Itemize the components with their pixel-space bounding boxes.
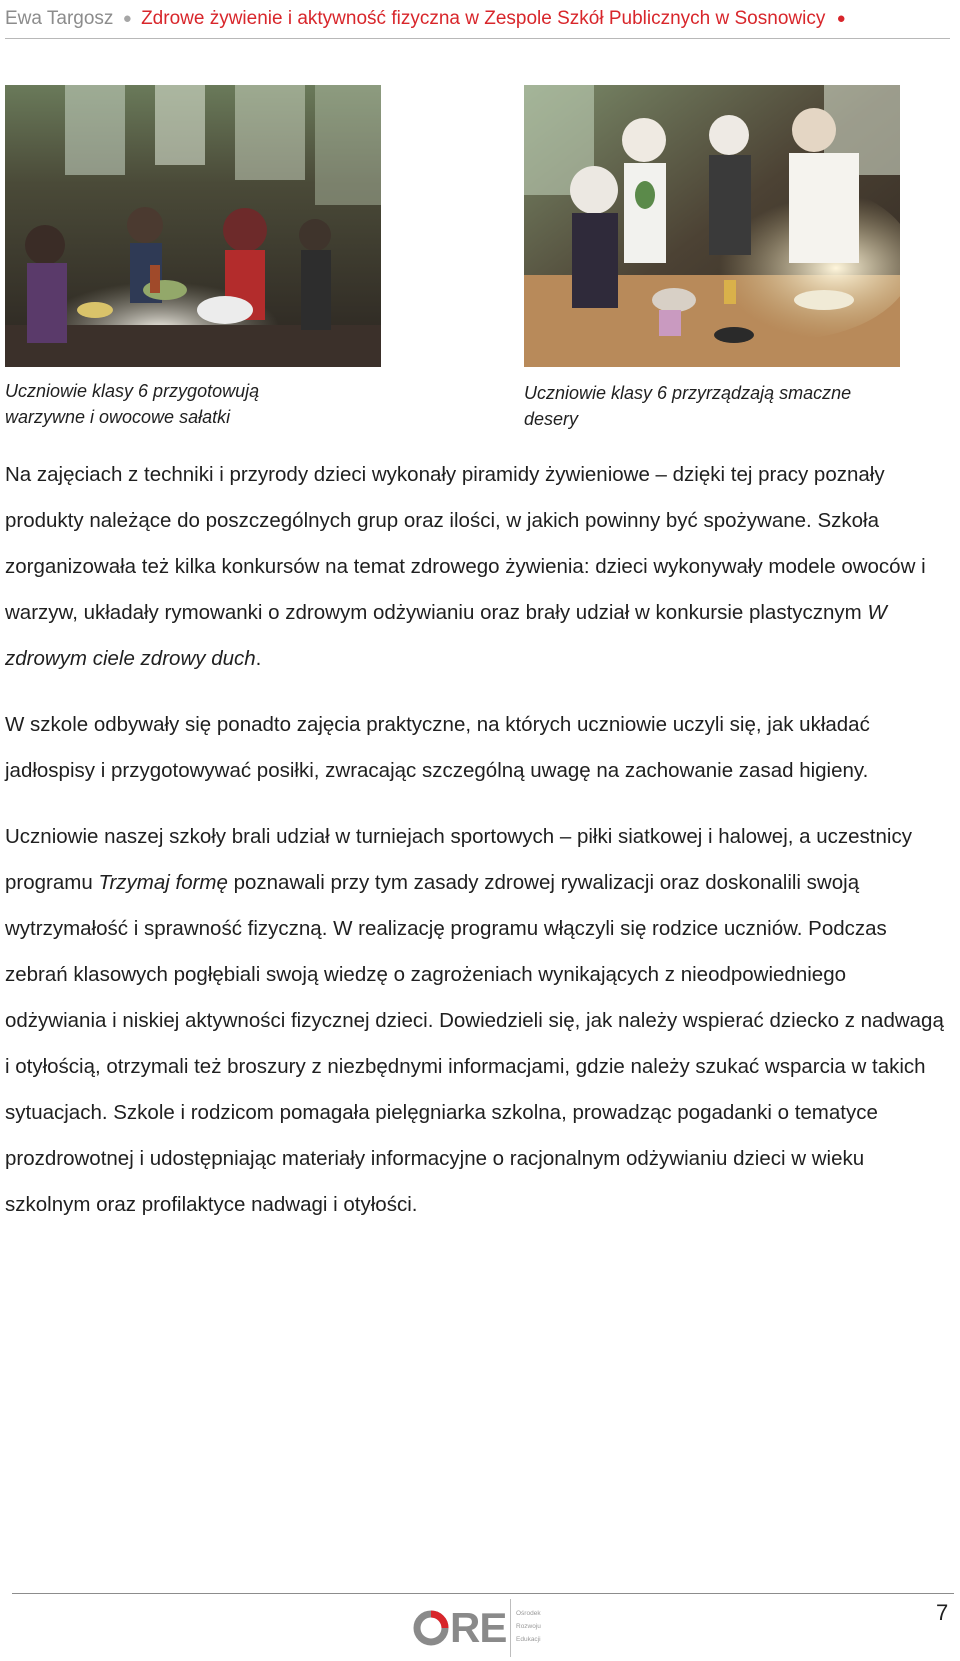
paragraph-practical-classes: W szkole odbywały się ponadto zajęcia praktyczne, na których uczniowie uczyli się, jak układać jadłospisy i przygotowywać posiłki, zwracając szczególną uwagę na zachowanie zasad higieny.: [5, 713, 870, 782]
page-number: 7: [936, 1600, 949, 1625]
program-title: Trzymaj formę: [98, 871, 228, 894]
ore-logo-letters: RE: [450, 1604, 507, 1651]
bullet-dot-icon: ●: [122, 10, 132, 27]
photo-dessert-preparation: [524, 85, 900, 367]
caption-salad: Uczniowie klasy 6 przygotowują warzywne i owocowe sałatki: [5, 381, 260, 427]
photo-salad-preparation: [5, 85, 381, 367]
contest-title: W zdrowym ciele zdrowy duch: [5, 601, 887, 670]
photo-dessert-image: [524, 85, 900, 367]
ore-logo-subtitle-line: Edukacji: [516, 1636, 541, 1643]
ore-logo-divider: [510, 1599, 511, 1657]
paragraph-sports-tournaments: [5, 814, 950, 1228]
paragraph-text: Uczniowie naszej szkoły brali udział w turniejach sportowych – piłki siatkowej i halowej, a uczestnicy programu: [5, 825, 912, 894]
header-title: Zdrowe żywienie i aktywność fizyczna w Zespole Szkół Publicznych w Sosnowicy: [141, 8, 826, 29]
paragraph-text: .: [255, 647, 262, 670]
footer-divider: [12, 1593, 954, 1594]
running-header: [5, 6, 950, 39]
paragraph-text: poznawali przy tym zasady zdrowej rywalizacji oraz doskonalili swoją wytrzymałość i sprawność fizyczną. W realizację programu włączyli się rodzice uczniów. Podczas zebrań klasowych pogłębiali swoją wiedzę o zagrożeniach wynikających z nieodpowiedniego odżywiania i niskiej aktywności fizycznej dzieci. Dowiedzieli się, jak należy wspierać dziecko z nadwagą i otyłością, otrzymali też broszury z niezbędnymi informacjami, gdzie należy szukać wsparcia w takich sytuacjach. Szkole i rodzicom pomagała pielęgniarka szkolna, prowadząc pogadanki o tematyce prozdrowotnej i udostępniając materiały informacyjne o racjonalnym odżywianiu dzieci w wieku szkolnym oraz profilaktyce nadwagi i otyłości.: [5, 871, 944, 1216]
ore-logo-subtitle-line: Ośrodek: [516, 1610, 541, 1617]
article-body: [5, 452, 950, 1248]
bullet-dot-red-icon: ●: [836, 10, 846, 27]
ore-logo-o-icon: [412, 1609, 450, 1647]
header-author: Ewa Targosz: [5, 8, 114, 29]
photo-salad-image: [5, 85, 381, 367]
ore-logo: [410, 1597, 560, 1659]
paragraph-text: Na zajęciach z techniki i przyrody dzieci wykonały piramidy żywieniowe – dzięki tej pracy poznały produkty należące do poszczególnych grup oraz ilości, w jakich powinny być spożywane. Szkoła zorganizowała też kilka konkursów na temat zdrowego żywienia: dzieci wykonywały modele owoców i warzyw, układały rymowanki o zdrowym odżywianiu oraz brały udział w konkursie plastycznym: [5, 463, 926, 624]
caption-dessert: Uczniowie klasy 6 przyrządzają smaczne desery: [524, 383, 852, 429]
ore-logo-subtitle-line: Rozwoju: [516, 1623, 541, 1630]
ore-logo-subtitle: [516, 1607, 556, 1646]
paragraph-nutrition-pyramids: [5, 452, 950, 682]
